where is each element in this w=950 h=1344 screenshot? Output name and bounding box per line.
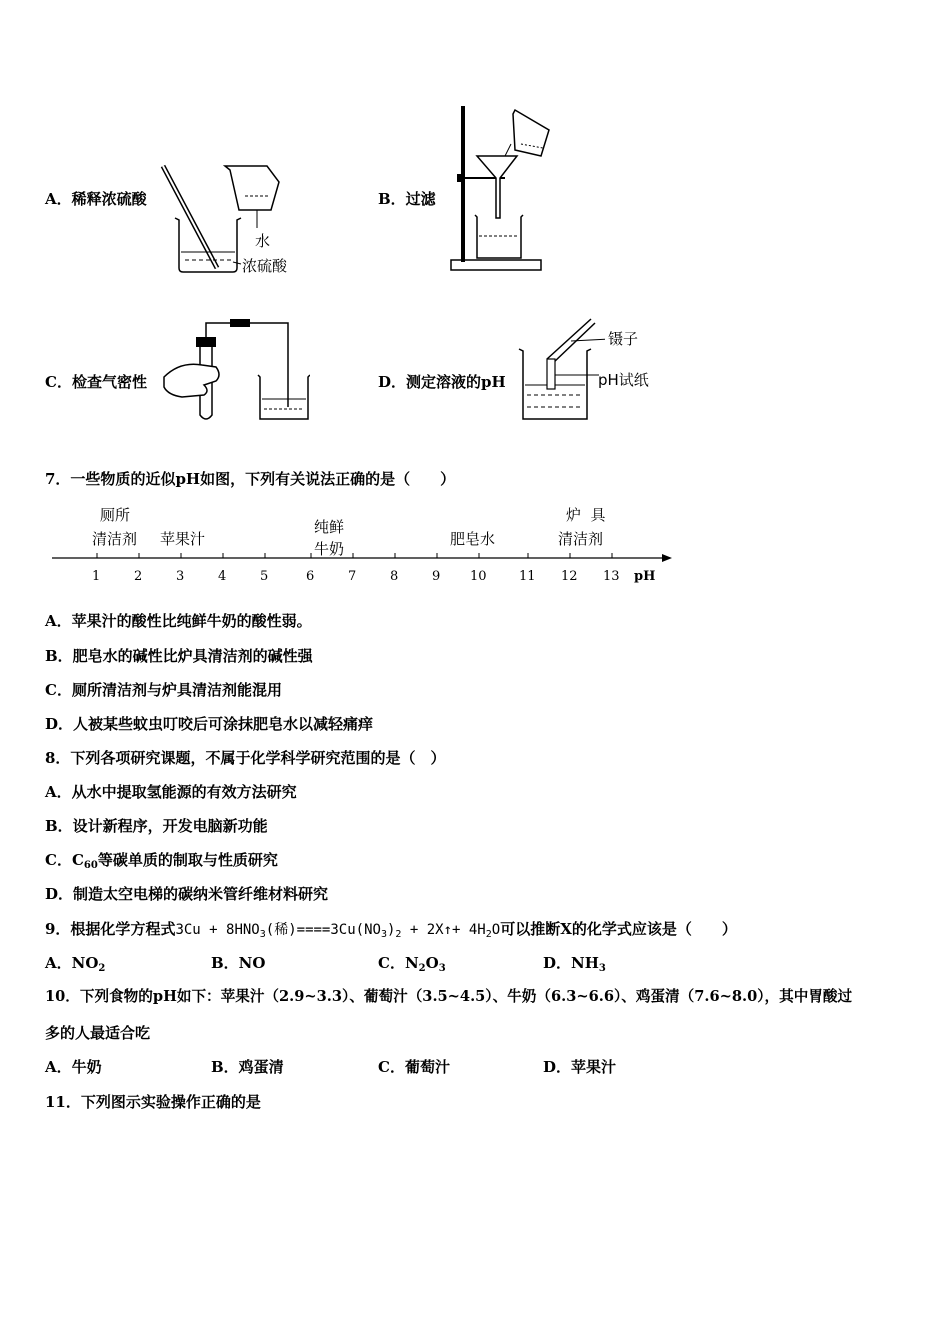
q6-option-b: B．过滤	[378, 190, 436, 208]
ph-tick-12: 12	[561, 569, 578, 584]
ph-tick-2: 2	[134, 569, 143, 584]
q10-stem-line2: 多的人最适合吃	[45, 1024, 151, 1042]
q9-equation: $3Cu + 8HNO_3$(稀)$====3Cu(NO_3)_2$ + 2X↑+ $4H_2O$	[175, 922, 501, 940]
q9-option-d: D．$NH_3$	[543, 954, 606, 974]
q10-option-b: B．鸡蛋清	[211, 1058, 284, 1076]
q9-option-b: B．NO	[211, 954, 266, 972]
ph-item-toilet-l2: 清洁剂	[92, 530, 138, 548]
q8-option-b: B．设计新程序，开发电脑新功能	[45, 817, 268, 835]
q9-option-a: A．$NO_2$	[45, 954, 106, 974]
q7-option-c: C．厕所清洁剂与炉具清洁剂能混用	[45, 681, 282, 699]
ph-item-milk-l2: 牛奶	[314, 540, 345, 558]
ph-scale	[0, 500, 700, 590]
q6-option-d: D．测定溶液的pH	[378, 373, 506, 391]
q9-option-c: C．$N_2O_3$	[378, 954, 446, 974]
q7-option-a: A．苹果汁的酸性比纯鲜牛奶的酸性弱。	[45, 612, 312, 630]
figure-measure-ph	[515, 315, 605, 425]
q10-stem-line1: 10．下列食物的pH如下：苹果汁（2.9~3.3）、葡萄汁（3.5~4.5）、牛奶（6.3~6.6）、鸡蛋清（7.6~8.0），其中胃酸过	[45, 988, 853, 1005]
label-conc-acid: 浓硫酸	[242, 257, 288, 275]
figure-airtightness	[160, 315, 310, 425]
ph-item-milk-l1: 纯鲜	[314, 518, 345, 536]
q7-option-d: D．人被某些蚊虫叮咬后可涂抹肥皂水以减轻痛痒	[45, 715, 374, 733]
ph-tick-10: 10	[470, 569, 487, 584]
ph-item-stove-l2: 清洁剂	[558, 530, 604, 548]
q8-option-c: C．$C_{60}$等碳单质的制取与性质研究	[45, 851, 278, 871]
q6-option-a: A．稀释浓硫酸	[45, 190, 147, 208]
ph-tick-9: 9	[432, 569, 441, 584]
q10-option-a: A．牛奶	[45, 1058, 102, 1076]
q7-option-b: B．肥皂水的碱性比炉具清洁剂的碱性强	[45, 647, 313, 665]
ph-tick-5: 5	[260, 569, 269, 584]
q7-stem: 7．一些物质的近似pH如图，下列有关说法正确的是（ ）	[45, 470, 456, 488]
ph-tick-13: 13	[603, 569, 620, 584]
q8-stem: 8．下列各项研究课题，不属于化学科学研究范围的是（ ）	[45, 749, 446, 767]
q6-option-c: C．检查气密性	[45, 373, 147, 391]
q11-stem: 11．下列图示实验操作正确的是	[45, 1093, 261, 1111]
q10-option-d: D．苹果汁	[543, 1058, 617, 1076]
ph-tick-7: 7	[348, 569, 357, 584]
ph-tick-11: 11	[519, 569, 536, 584]
q10-option-c: C．葡萄汁	[378, 1058, 450, 1076]
ph-item-stove-l1: 炉 具	[566, 506, 606, 524]
ph-tick-6: 6	[306, 569, 315, 584]
label-tweezers: 镊子	[608, 330, 639, 348]
figure-filtration	[445, 100, 565, 275]
q9-stem: 9．根据化学方程式$3Cu + 8HNO_3$(稀)$====3Cu(NO_3)_2$ + 2X↑+ $4H_2O$可以推断X的化学式应该是（ ）	[45, 920, 737, 940]
ph-tick-8: 8	[390, 569, 399, 584]
ph-item-toilet-l1: 厕所	[100, 506, 131, 524]
q8-option-d: D．制造太空电梯的碳纳米管纤维材料研究	[45, 885, 329, 903]
label-ph-paper: pH试纸	[598, 371, 649, 389]
ph-tick-4: 4	[218, 569, 227, 584]
q8-option-a: A．从水中提取氢能源的有效方法研究	[45, 783, 297, 801]
ph-item-apple-juice: 苹果汁	[160, 530, 206, 548]
ph-unit: pH	[634, 569, 656, 584]
ph-tick-3: 3	[176, 569, 185, 584]
label-water: 水	[255, 232, 271, 250]
ph-item-soap-water: 肥皂水	[450, 530, 496, 548]
ph-tick-1: 1	[92, 569, 101, 584]
